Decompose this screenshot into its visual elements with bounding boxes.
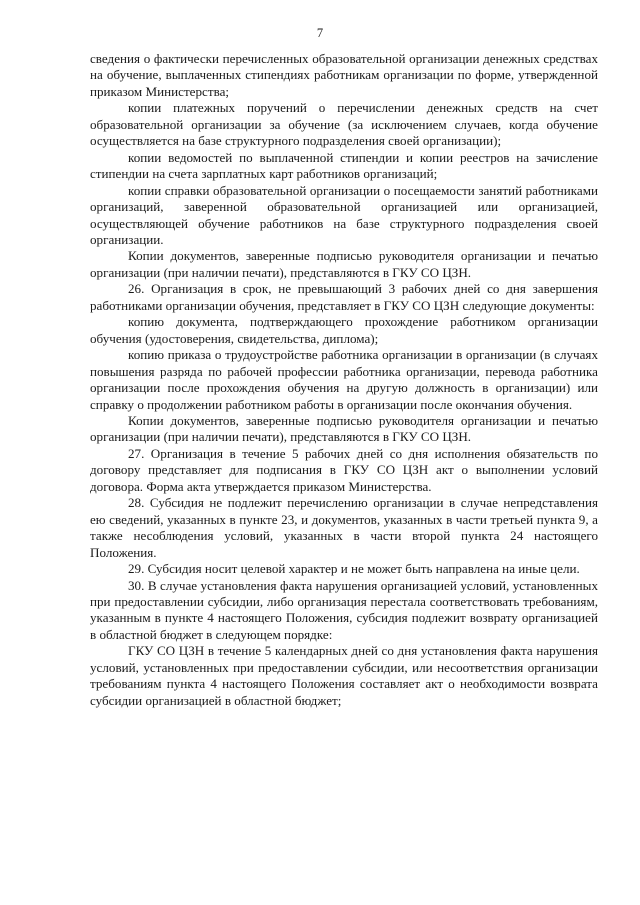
paragraph-3: копии ведомостей по выплаченной стипендии и копии реестров на зачисление стипендии на счета зарплатных карт работников организаций;: [90, 149, 598, 182]
paragraph-7: копию документа, подтверждающего прохождение работником организации обучения (удостоверения, свидетельства, диплома);: [90, 314, 598, 346]
paragraph-6: 26. Организация в срок, не превышающий 3 рабочих дней со дня завершения работниками организации обучения, представляет в ГКУ СО ЦЗН следующие документы:: [90, 281, 598, 313]
paragraph-13: 30. В случае установления факта нарушения организацией условий, установленных при предоставлении субсидии, либо организация перестала соответствовать требованиям, указанным в пункте 4 настоящего Положения, субсидия подлежит возврату организацией в областной бюджет в следующем порядке:: [90, 577, 598, 642]
paragraph-5: Копии документов, заверенные подписью руководителя организации и печатью организации (при наличии печати), представляются в ГКУ СО ЦЗН.: [90, 248, 598, 280]
paragraph-1: сведения о фактически перечисленных образовательной организации денежных средствах на обучение, выплаченных стипендиях работникам организации по форме, утвержденной приказом Министерства;: [90, 51, 598, 99]
paragraph-11: 28. Субсидия не подлежит перечислению организации в случае непредставления ею сведений, указанных в пункте 23, и документов, указанных в части третьей пункта 9, а также несоблюдения условий, указанных в части второй пункта 24 настоящего Положения.: [90, 495, 598, 560]
document-body: [90, 51, 598, 709]
paragraph-2: копии платежных поручений о перечислении денежных средств на счет образовательной организации за обучение (за исключением случаев, когда обучение осуществляется на базе структурного подразделения своей организации);: [90, 100, 598, 149]
paragraph-9: Копии документов, заверенные подписью руководителя организации и печатью организации (при наличии печати), представляются в ГКУ СО ЦЗН.: [90, 412, 598, 445]
paragraph-14: ГКУ СО ЦЗН в течение 5 календарных дней со дня установления факта нарушения условий, установленных при предоставлении субсидии, или несоответствия организации требованиям пункта 4 настоящего Положения составляет акт о необходимости возврата субсидии организацией в областной бюджет;: [90, 643, 598, 708]
paragraph-12: 29. Субсидия носит целевой характер и не может быть направлена на иные цели.: [128, 561, 580, 577]
paragraph-8: копию приказа о трудоустройстве работника организации в организации (в случаях повышения разряда по рабочей профессии работника организации, перевода работника организации после прохождения обучения на другую должность в организации) или справку о продолжении работником работы в организации после окончания обучения.: [90, 347, 598, 412]
page-number: 7: [316, 26, 324, 40]
paragraph-4: копии справки образовательной организации о посещаемости занятий работниками организаций, заверенной образовательной организацией или организацией, осуществляющей обучение работников на базе структурного подразделения своей организации.: [90, 182, 598, 247]
paragraph-10: 27. Организация в течение 5 рабочих дней со дня исполнения обязательств по договору представляет для подписания в ГКУ СО ЦЗН акт о выполнении условий договора. Форма акта утверждается приказом Министерства.: [90, 445, 598, 494]
